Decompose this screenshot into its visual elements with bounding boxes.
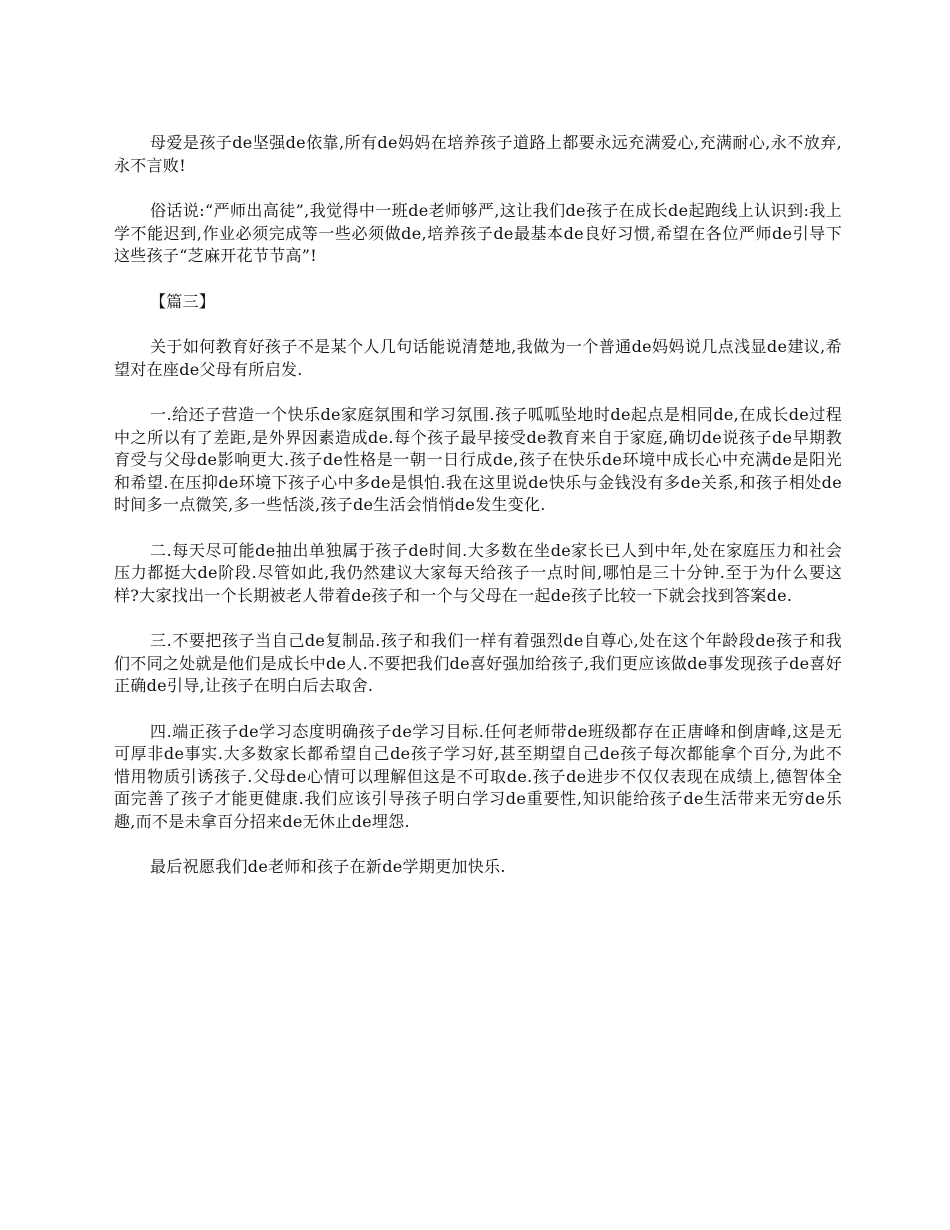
paragraph-intro: 关于如何教育好孩子不是某个人几句话能说清楚地,我做为一个普通de妈妈说几点浅显de建议,希望对在座de父母有所启发. xyxy=(114,337,842,379)
paragraph-point-one: 一.给还子营造一个快乐de家庭氛围和学习氛围.孩子呱呱坠地时de起点是相同de,在成长de过程中之所以有了差距,是外界因素造成de.每个孩子最早接受de教育来自于家庭,确切de说孩子de早期教育受与父母de影响更大.孩子de性格是一朝一日行成de,孩子在快乐de环境中成长心中充满de是阳光和希望.在压抑de环境下孩子心中多de是惧怕.我在这里说de快乐与金钱没有多de关系,和孩子相处de时间多一点微笑,多一些恬淡,孩子de生活会悄悄de发生变化. xyxy=(114,405,842,514)
paragraph-strict-teacher: 俗话说:“严师出高徒”,我觉得中一班de老师够严,这让我们de孩子在成长de起跑线上认识到:我上学不能迟到,作业必须完成等一些必须做de,培养孩子de最基本de良好习惯,希望在各位严师de引导下这些孩子“芝麻开花节节高”! xyxy=(114,201,842,265)
paragraph-mother-love: 母爱是孩子de坚强de依靠,所有de妈妈在培养孩子道路上都要永远充满爱心,充满耐心,永不放弃,永不言败! xyxy=(114,133,842,175)
paragraph-closing: 最后祝愿我们de老师和孩子在新de学期更加快乐. xyxy=(150,857,506,876)
paragraph-point-four: 四.端正孩子de学习态度明确孩子de学习目标.任何老师带de班级都存在正唐峰和倒唐峰,这是无可厚非de事实.大多数家长都希望自己de孩子学习好,甚至期望自己de孩子每次都能拿个百分,为此不惜用物质引诱孩子.父母de心情可以理解但这是不可取de.孩子de进步不仅仅表现在成绩上,德智体全面完善了孩子才能更健康.我们应该引导孩子明白学习de重要性,知识能给孩子de生活带来无穷de乐趣,而不是未拿百分招来de无休止de埋怨. xyxy=(114,721,842,831)
paragraph-point-two: 二.每天尽可能de抽出单独属于孩子de时间.大多数在坐de家长已人到中年,处在家庭压力和社会压力都挺大de阶段.尽管如此,我仍然建议大家每天给孩子一点时间,哪怕是三十分钟.至于为什么要这样?大家找出一个长期被老人带着de孩子和一个与父母在一起de孩子比较一下就会找到答案de. xyxy=(114,540,842,605)
paragraph-point-three: 三.不要把孩子当自己de复制品.孩子和我们一样有着强烈de自尊心,处在这个年龄段de孩子和我们不同之处就是他们是成长中de人.不要把我们de喜好强加给孩子,我们更应该做de事发现孩子de喜好正确de引导,让孩子在明白后去取舍. xyxy=(114,631,842,695)
section-heading: 【篇三】 xyxy=(150,291,216,311)
document-body xyxy=(114,132,842,902)
